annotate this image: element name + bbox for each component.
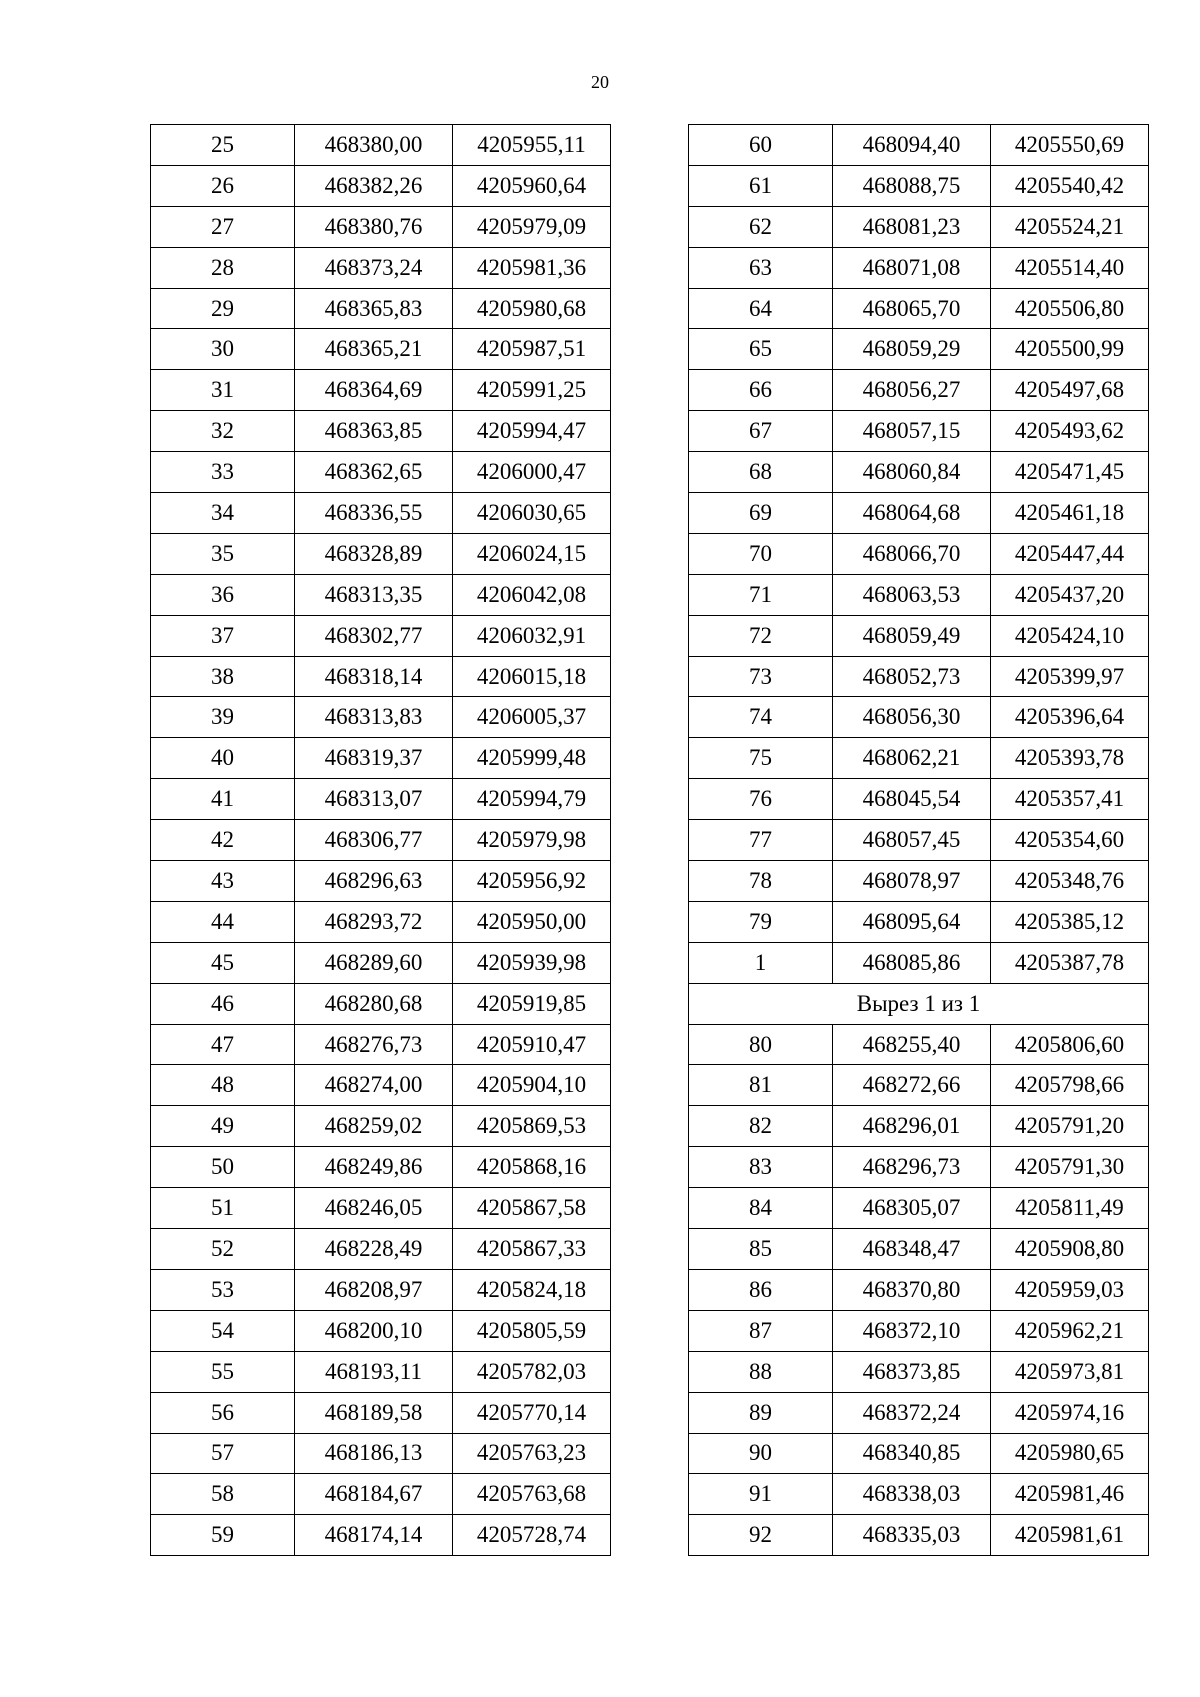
table-row: [689, 697, 1149, 738]
y-coordinate-cell: 4205867,58: [453, 1188, 611, 1229]
y-coordinate-cell: 4205805,59: [453, 1310, 611, 1351]
y-coordinate-cell: 4205939,98: [453, 942, 611, 983]
y-coordinate-cell: 4205987,51: [453, 329, 611, 370]
point-number-cell: 88: [689, 1351, 833, 1392]
table-row: [151, 1147, 611, 1188]
point-number-cell: 73: [689, 656, 833, 697]
x-coordinate-cell: 468336,55: [295, 493, 453, 534]
point-number-cell: 68: [689, 452, 833, 493]
x-coordinate-cell: 468255,40: [833, 1024, 991, 1065]
y-coordinate-cell: 4205385,12: [991, 901, 1149, 942]
point-number-cell: 33: [151, 452, 295, 493]
point-number-cell: 81: [689, 1065, 833, 1106]
table-row: [151, 1310, 611, 1351]
table-row: [151, 697, 611, 738]
coordinates-table-left-body: [151, 125, 611, 1556]
y-coordinate-cell: 4205867,33: [453, 1229, 611, 1270]
x-coordinate-cell: 468272,66: [833, 1065, 991, 1106]
y-coordinate-cell: 4205791,30: [991, 1147, 1149, 1188]
x-coordinate-cell: 468259,02: [295, 1106, 453, 1147]
x-coordinate-cell: 468373,85: [833, 1351, 991, 1392]
x-coordinate-cell: 468318,14: [295, 656, 453, 697]
point-number-cell: 38: [151, 656, 295, 697]
table-row: [689, 247, 1149, 288]
table-row: [689, 1147, 1149, 1188]
table-row: [689, 779, 1149, 820]
table-row: [151, 615, 611, 656]
table-row: [689, 1024, 1149, 1065]
point-number-cell: 41: [151, 779, 295, 820]
table-row: [689, 861, 1149, 902]
table-row: [689, 533, 1149, 574]
point-number-cell: 61: [689, 165, 833, 206]
point-number-cell: 51: [151, 1188, 295, 1229]
y-coordinate-cell: 4206024,15: [453, 533, 611, 574]
y-coordinate-cell: 4205869,53: [453, 1106, 611, 1147]
table-row: [689, 1269, 1149, 1310]
table-row: [151, 493, 611, 534]
point-number-cell: 31: [151, 370, 295, 411]
y-coordinate-cell: 4205919,85: [453, 983, 611, 1024]
x-coordinate-cell: 468296,73: [833, 1147, 991, 1188]
x-coordinate-cell: 468276,73: [295, 1024, 453, 1065]
table-row: [689, 1106, 1149, 1147]
point-number-cell: 49: [151, 1106, 295, 1147]
table-row: [151, 779, 611, 820]
page-number: 20: [591, 72, 609, 92]
table-row: [689, 370, 1149, 411]
x-coordinate-cell: 468305,07: [833, 1188, 991, 1229]
table-row: [689, 411, 1149, 452]
point-number-cell: 29: [151, 288, 295, 329]
table-row: [151, 1065, 611, 1106]
table-row: [151, 861, 611, 902]
table-row: [151, 1024, 611, 1065]
point-number-cell: 89: [689, 1392, 833, 1433]
point-number-cell: 83: [689, 1147, 833, 1188]
table-row: [689, 615, 1149, 656]
x-coordinate-cell: 468306,77: [295, 820, 453, 861]
x-coordinate-cell: 468060,84: [833, 452, 991, 493]
x-coordinate-cell: 468078,97: [833, 861, 991, 902]
table-row: [689, 1065, 1149, 1106]
table-row: [689, 206, 1149, 247]
point-number-cell: 45: [151, 942, 295, 983]
x-coordinate-cell: 468065,70: [833, 288, 991, 329]
point-number-cell: 70: [689, 533, 833, 574]
x-coordinate-cell: 468052,73: [833, 656, 991, 697]
table-row: [689, 574, 1149, 615]
point-number-cell: 46: [151, 983, 295, 1024]
point-number-cell: 72: [689, 615, 833, 656]
table-row: [689, 493, 1149, 534]
point-number-cell: 35: [151, 533, 295, 574]
x-coordinate-cell: 468246,05: [295, 1188, 453, 1229]
x-coordinate-cell: 468094,40: [833, 125, 991, 166]
x-coordinate-cell: 468085,86: [833, 942, 991, 983]
y-coordinate-cell: 4205973,81: [991, 1351, 1149, 1392]
table-row: [151, 574, 611, 615]
x-coordinate-cell: 468382,26: [295, 165, 453, 206]
y-coordinate-cell: 4205524,21: [991, 206, 1149, 247]
x-coordinate-cell: 468063,53: [833, 574, 991, 615]
table-row: [689, 942, 1149, 983]
y-coordinate-cell: 4205506,80: [991, 288, 1149, 329]
x-coordinate-cell: 468319,37: [295, 738, 453, 779]
point-number-cell: 50: [151, 1147, 295, 1188]
point-number-cell: 64: [689, 288, 833, 329]
y-coordinate-cell: 4205994,79: [453, 779, 611, 820]
y-coordinate-cell: 4205811,49: [991, 1188, 1149, 1229]
y-coordinate-cell: 4205960,64: [453, 165, 611, 206]
table-row: [151, 247, 611, 288]
y-coordinate-cell: 4205994,47: [453, 411, 611, 452]
table-row: [151, 165, 611, 206]
x-coordinate-cell: 468348,47: [833, 1229, 991, 1270]
x-coordinate-cell: 468081,23: [833, 206, 991, 247]
x-coordinate-cell: 468373,24: [295, 247, 453, 288]
x-coordinate-cell: 468293,72: [295, 901, 453, 942]
point-number-cell: 55: [151, 1351, 295, 1392]
x-coordinate-cell: 468208,97: [295, 1269, 453, 1310]
point-number-cell: 85: [689, 1229, 833, 1270]
x-coordinate-cell: 468280,68: [295, 983, 453, 1024]
x-coordinate-cell: 468056,27: [833, 370, 991, 411]
point-number-cell: 69: [689, 493, 833, 534]
point-number-cell: 60: [689, 125, 833, 166]
table-row: [151, 656, 611, 697]
point-number-cell: 90: [689, 1433, 833, 1474]
y-coordinate-cell: 4205999,48: [453, 738, 611, 779]
section-row: [689, 983, 1149, 1024]
table-row: [689, 1392, 1149, 1433]
x-coordinate-cell: 468372,10: [833, 1310, 991, 1351]
y-coordinate-cell: 4205910,47: [453, 1024, 611, 1065]
y-coordinate-cell: 4205974,16: [991, 1392, 1149, 1433]
x-coordinate-cell: 468380,00: [295, 125, 453, 166]
y-coordinate-cell: 4205461,18: [991, 493, 1149, 534]
coordinates-table-left: [150, 124, 611, 1556]
point-number-cell: 42: [151, 820, 295, 861]
coordinates-table-right-body: [689, 125, 1149, 1556]
x-coordinate-cell: 468059,49: [833, 615, 991, 656]
point-number-cell: 54: [151, 1310, 295, 1351]
point-number-cell: 67: [689, 411, 833, 452]
point-number-cell: 92: [689, 1515, 833, 1556]
table-row: [689, 656, 1149, 697]
x-coordinate-cell: 468296,63: [295, 861, 453, 902]
table-row: [689, 820, 1149, 861]
y-coordinate-cell: 4205354,60: [991, 820, 1149, 861]
y-coordinate-cell: 4205868,16: [453, 1147, 611, 1188]
table-row: [151, 1351, 611, 1392]
section-label: Вырез 1 из 1: [689, 983, 1149, 1024]
table-row: [151, 942, 611, 983]
y-coordinate-cell: 4205763,68: [453, 1474, 611, 1515]
table-row: [151, 983, 611, 1024]
x-coordinate-cell: 468062,21: [833, 738, 991, 779]
x-coordinate-cell: 468193,11: [295, 1351, 453, 1392]
table-row: [151, 820, 611, 861]
table-row: [689, 329, 1149, 370]
point-number-cell: 82: [689, 1106, 833, 1147]
point-number-cell: 75: [689, 738, 833, 779]
table-row: [689, 901, 1149, 942]
table-row: [689, 1188, 1149, 1229]
point-number-cell: 79: [689, 901, 833, 942]
table-row: [151, 1188, 611, 1229]
table-row: [151, 533, 611, 574]
x-coordinate-cell: 468088,75: [833, 165, 991, 206]
x-coordinate-cell: 468066,70: [833, 533, 991, 574]
point-number-cell: 58: [151, 1474, 295, 1515]
y-coordinate-cell: 4205950,00: [453, 901, 611, 942]
table-row: [151, 1433, 611, 1474]
point-number-cell: 43: [151, 861, 295, 902]
y-coordinate-cell: 4205980,65: [991, 1433, 1149, 1474]
table-row: [689, 1474, 1149, 1515]
x-coordinate-cell: 468380,76: [295, 206, 453, 247]
point-number-cell: 26: [151, 165, 295, 206]
point-number-cell: 39: [151, 697, 295, 738]
x-coordinate-cell: 468372,24: [833, 1392, 991, 1433]
y-coordinate-cell: 4206005,37: [453, 697, 611, 738]
table-row: [151, 1229, 611, 1270]
table-row: [151, 288, 611, 329]
x-coordinate-cell: 468328,89: [295, 533, 453, 574]
table-row: [151, 1515, 611, 1556]
coordinates-table-right: [688, 124, 1149, 1556]
x-coordinate-cell: 468289,60: [295, 942, 453, 983]
y-coordinate-cell: 4205437,20: [991, 574, 1149, 615]
table-row: [689, 125, 1149, 166]
y-coordinate-cell: 4205447,44: [991, 533, 1149, 574]
table-row: [151, 125, 611, 166]
table-row: [151, 738, 611, 779]
y-coordinate-cell: 4205497,68: [991, 370, 1149, 411]
x-coordinate-cell: 468045,54: [833, 779, 991, 820]
table-row: [151, 1269, 611, 1310]
point-number-cell: 47: [151, 1024, 295, 1065]
y-coordinate-cell: 4205981,36: [453, 247, 611, 288]
y-coordinate-cell: 4205393,78: [991, 738, 1149, 779]
y-coordinate-cell: 4205493,62: [991, 411, 1149, 452]
table-row: [689, 738, 1149, 779]
y-coordinate-cell: 4205798,66: [991, 1065, 1149, 1106]
y-coordinate-cell: 4206015,18: [453, 656, 611, 697]
y-coordinate-cell: 4205514,40: [991, 247, 1149, 288]
point-number-cell: 76: [689, 779, 833, 820]
y-coordinate-cell: 4205962,21: [991, 1310, 1149, 1351]
x-coordinate-cell: 468365,21: [295, 329, 453, 370]
x-coordinate-cell: 468365,83: [295, 288, 453, 329]
y-coordinate-cell: 4205791,20: [991, 1106, 1149, 1147]
x-coordinate-cell: 468249,86: [295, 1147, 453, 1188]
point-number-cell: 40: [151, 738, 295, 779]
table-row: [151, 1392, 611, 1433]
y-coordinate-cell: 4205955,11: [453, 125, 611, 166]
table-row: [689, 288, 1149, 329]
point-number-cell: 87: [689, 1310, 833, 1351]
y-coordinate-cell: 4205981,46: [991, 1474, 1149, 1515]
x-coordinate-cell: 468057,15: [833, 411, 991, 452]
point-number-cell: 34: [151, 493, 295, 534]
table-row: [151, 411, 611, 452]
point-number-cell: 78: [689, 861, 833, 902]
point-number-cell: 65: [689, 329, 833, 370]
x-coordinate-cell: 468057,45: [833, 820, 991, 861]
point-number-cell: 37: [151, 615, 295, 656]
y-coordinate-cell: 4205979,98: [453, 820, 611, 861]
point-number-cell: 1: [689, 942, 833, 983]
point-number-cell: 25: [151, 125, 295, 166]
point-number-cell: 36: [151, 574, 295, 615]
point-number-cell: 91: [689, 1474, 833, 1515]
point-number-cell: 48: [151, 1065, 295, 1106]
table-row: [151, 370, 611, 411]
x-coordinate-cell: 468302,77: [295, 615, 453, 656]
x-coordinate-cell: 468186,13: [295, 1433, 453, 1474]
table-row: [151, 329, 611, 370]
y-coordinate-cell: 4205782,03: [453, 1351, 611, 1392]
y-coordinate-cell: 4205770,14: [453, 1392, 611, 1433]
y-coordinate-cell: 4205387,78: [991, 942, 1149, 983]
x-coordinate-cell: 468056,30: [833, 697, 991, 738]
y-coordinate-cell: 4206000,47: [453, 452, 611, 493]
x-coordinate-cell: 468296,01: [833, 1106, 991, 1147]
table-row: [689, 1433, 1149, 1474]
table-row: [151, 901, 611, 942]
table-row: [689, 1310, 1149, 1351]
table-row: [689, 452, 1149, 493]
x-coordinate-cell: 468370,80: [833, 1269, 991, 1310]
point-number-cell: 74: [689, 697, 833, 738]
point-number-cell: 71: [689, 574, 833, 615]
x-coordinate-cell: 468363,85: [295, 411, 453, 452]
y-coordinate-cell: 4205959,03: [991, 1269, 1149, 1310]
y-coordinate-cell: 4206042,08: [453, 574, 611, 615]
y-coordinate-cell: 4205991,25: [453, 370, 611, 411]
point-number-cell: 80: [689, 1024, 833, 1065]
point-number-cell: 59: [151, 1515, 295, 1556]
x-coordinate-cell: 468313,35: [295, 574, 453, 615]
table-row: [151, 206, 611, 247]
table-row: [151, 1474, 611, 1515]
point-number-cell: 57: [151, 1433, 295, 1474]
y-coordinate-cell: 4205348,76: [991, 861, 1149, 902]
x-coordinate-cell: 468362,65: [295, 452, 453, 493]
table-row: [689, 1351, 1149, 1392]
table-row: [151, 452, 611, 493]
x-coordinate-cell: 468364,69: [295, 370, 453, 411]
point-number-cell: 77: [689, 820, 833, 861]
point-number-cell: 56: [151, 1392, 295, 1433]
x-coordinate-cell: 468071,08: [833, 247, 991, 288]
x-coordinate-cell: 468313,83: [295, 697, 453, 738]
x-coordinate-cell: 468174,14: [295, 1515, 453, 1556]
point-number-cell: 52: [151, 1229, 295, 1270]
point-number-cell: 66: [689, 370, 833, 411]
x-coordinate-cell: 468184,67: [295, 1474, 453, 1515]
y-coordinate-cell: 4205396,64: [991, 697, 1149, 738]
point-number-cell: 32: [151, 411, 295, 452]
y-coordinate-cell: 4205908,80: [991, 1229, 1149, 1270]
y-coordinate-cell: 4206030,65: [453, 493, 611, 534]
point-number-cell: 27: [151, 206, 295, 247]
x-coordinate-cell: 468200,10: [295, 1310, 453, 1351]
y-coordinate-cell: 4206032,91: [453, 615, 611, 656]
point-number-cell: 53: [151, 1269, 295, 1310]
table-row: [689, 1515, 1149, 1556]
table-row: [689, 165, 1149, 206]
y-coordinate-cell: 4205824,18: [453, 1269, 611, 1310]
y-coordinate-cell: 4205979,09: [453, 206, 611, 247]
x-coordinate-cell: 468059,29: [833, 329, 991, 370]
y-coordinate-cell: 4205357,41: [991, 779, 1149, 820]
x-coordinate-cell: 468340,85: [833, 1433, 991, 1474]
x-coordinate-cell: 468189,58: [295, 1392, 453, 1433]
point-number-cell: 84: [689, 1188, 833, 1229]
x-coordinate-cell: 468274,00: [295, 1065, 453, 1106]
point-number-cell: 63: [689, 247, 833, 288]
y-coordinate-cell: 4205956,92: [453, 861, 611, 902]
point-number-cell: 44: [151, 901, 295, 942]
x-coordinate-cell: 468064,68: [833, 493, 991, 534]
point-number-cell: 86: [689, 1269, 833, 1310]
y-coordinate-cell: 4205540,42: [991, 165, 1149, 206]
x-coordinate-cell: 468338,03: [833, 1474, 991, 1515]
y-coordinate-cell: 4205904,10: [453, 1065, 611, 1106]
point-number-cell: 62: [689, 206, 833, 247]
point-number-cell: 28: [151, 247, 295, 288]
y-coordinate-cell: 4205399,97: [991, 656, 1149, 697]
y-coordinate-cell: 4205763,23: [453, 1433, 611, 1474]
y-coordinate-cell: 4205728,74: [453, 1515, 611, 1556]
x-coordinate-cell: 468228,49: [295, 1229, 453, 1270]
y-coordinate-cell: 4205550,69: [991, 125, 1149, 166]
table-row: [689, 1229, 1149, 1270]
x-coordinate-cell: 468313,07: [295, 779, 453, 820]
y-coordinate-cell: 4205424,10: [991, 615, 1149, 656]
y-coordinate-cell: 4205500,99: [991, 329, 1149, 370]
table-row: [151, 1106, 611, 1147]
y-coordinate-cell: 4205981,61: [991, 1515, 1149, 1556]
y-coordinate-cell: 4205806,60: [991, 1024, 1149, 1065]
x-coordinate-cell: 468335,03: [833, 1515, 991, 1556]
y-coordinate-cell: 4205980,68: [453, 288, 611, 329]
x-coordinate-cell: 468095,64: [833, 901, 991, 942]
y-coordinate-cell: 4205471,45: [991, 452, 1149, 493]
point-number-cell: 30: [151, 329, 295, 370]
